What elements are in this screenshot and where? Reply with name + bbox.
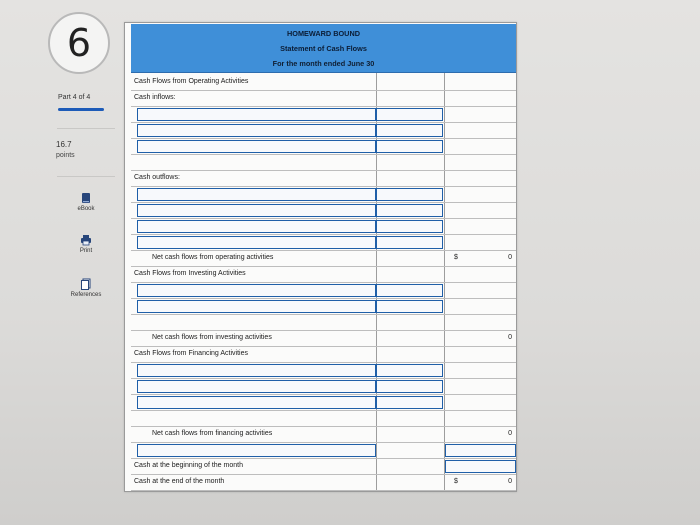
cash-inflows-row (131, 91, 516, 107)
inflow-description-input[interactable] (137, 140, 376, 153)
cash-flow-worksheet (124, 22, 517, 492)
outflow-amount-input[interactable] (376, 236, 443, 249)
outflow-input-row (131, 187, 516, 203)
investing-heading-row (131, 267, 516, 283)
print-label: Print (79, 248, 93, 254)
points-value: 16.7 (56, 140, 72, 149)
inflow-input-row (131, 107, 516, 123)
ebook-button[interactable] (60, 192, 112, 212)
net-financing-value: 0 (508, 430, 512, 437)
investing-amount-input[interactable] (376, 284, 443, 297)
net-operating-label: Net cash flows from operating activities (152, 254, 274, 261)
financing-amount-input[interactable] (376, 396, 443, 409)
outflow-input-row (131, 219, 516, 235)
book-icon (80, 192, 92, 204)
financing-amount-input[interactable] (376, 380, 443, 393)
sidebar-divider (57, 128, 115, 129)
inflow-amount-input[interactable] (376, 140, 443, 153)
net-change-row (131, 443, 516, 459)
inflow-description-input[interactable] (137, 124, 376, 137)
cash-end-value: 0 (508, 478, 512, 485)
financing-description-input[interactable] (137, 380, 376, 393)
outflow-amount-input[interactable] (376, 220, 443, 233)
inflow-input-row (131, 123, 516, 139)
points-label: points (56, 152, 75, 159)
references-button[interactable] (60, 278, 112, 298)
financing-input-row (131, 395, 516, 411)
outflow-description-input[interactable] (137, 220, 376, 233)
cash-end-row (131, 475, 516, 491)
financing-heading: Cash Flows from Financing Activities (134, 350, 248, 357)
financing-input-row (131, 363, 516, 379)
cash-outflows-row (131, 171, 516, 187)
outflow-amount-input[interactable] (376, 204, 443, 217)
outflow-description-input[interactable] (137, 188, 376, 201)
part-progress-bar (58, 108, 104, 111)
outflow-input-row (131, 235, 516, 251)
net-investing-label: Net cash flows from investing activities (152, 334, 272, 341)
question-number: 6 (48, 12, 110, 74)
outflow-amount-input[interactable] (376, 188, 443, 201)
financing-description-input[interactable] (137, 396, 376, 409)
financing-description-input[interactable] (137, 364, 376, 377)
statement-body (131, 73, 516, 491)
investing-heading: Cash Flows from Investing Activities (134, 270, 246, 277)
blank-row (131, 315, 516, 331)
investing-input-row (131, 299, 516, 315)
net-change-amount-input[interactable] (445, 444, 516, 457)
net-investing-row (131, 331, 516, 347)
financing-amount-input[interactable] (376, 364, 443, 377)
cash-beginning-input[interactable] (445, 460, 516, 473)
outflow-description-input[interactable] (137, 204, 376, 217)
operating-heading: Cash Flows from Operating Activities (134, 78, 249, 85)
statement-header (131, 24, 516, 73)
cash-end-dollar: $ (454, 478, 458, 485)
inflow-amount-input[interactable] (376, 124, 443, 137)
company-name: HOMEWARD BOUND (287, 29, 360, 38)
blank-row (131, 155, 516, 171)
printer-icon (80, 234, 92, 246)
statement-title: Statement of Cash Flows (280, 44, 367, 53)
statement-period: For the month ended June 30 (272, 59, 375, 68)
financing-input-row (131, 379, 516, 395)
outflow-input-row (131, 203, 516, 219)
investing-description-input[interactable] (137, 284, 376, 297)
inflow-amount-input[interactable] (376, 108, 443, 121)
net-operating-value: 0 (508, 254, 512, 261)
net-change-label-input[interactable] (137, 444, 376, 457)
cash-beginning-row (131, 459, 516, 475)
inflow-description-input[interactable] (137, 108, 376, 121)
question-sidebar (0, 0, 125, 525)
sidebar-divider (57, 176, 115, 177)
financing-heading-row (131, 347, 516, 363)
ebook-label: eBook (77, 206, 95, 212)
net-financing-label: Net cash flows from financing activities (152, 430, 273, 437)
investing-description-input[interactable] (137, 300, 376, 313)
investing-amount-input[interactable] (376, 300, 443, 313)
inflow-input-row (131, 139, 516, 155)
net-operating-dollar: $ (454, 254, 458, 261)
net-financing-row (131, 427, 516, 443)
references-label: References (70, 292, 102, 298)
blank-row (131, 411, 516, 427)
references-icon (80, 278, 92, 290)
cash-beginning-label: Cash at the beginning of the month (134, 462, 243, 469)
net-operating-row (131, 251, 516, 267)
cash-outflows-label: Cash outflows: (134, 174, 180, 181)
print-button[interactable] (60, 234, 112, 254)
cash-inflows-label: Cash inflows: (134, 94, 176, 101)
investing-input-row (131, 283, 516, 299)
outflow-description-input[interactable] (137, 236, 376, 249)
net-investing-value: 0 (508, 334, 512, 341)
part-indicator: Part 4 of 4 (58, 94, 91, 101)
operating-heading-row (131, 75, 516, 91)
cash-end-label: Cash at the end of the month (134, 478, 225, 485)
